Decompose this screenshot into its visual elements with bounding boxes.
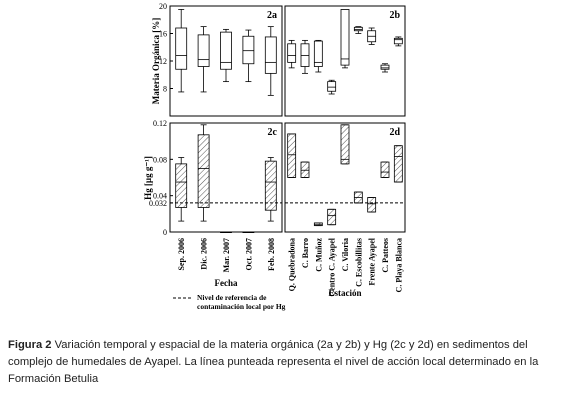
box-2a-3 xyxy=(243,36,254,64)
legend-text-line2: contaminación local por Hg xyxy=(197,302,286,311)
box-2a-4 xyxy=(265,37,276,73)
caption-text: Variación temporal y espacial de la materia orgánica (2a y 2b) y Hg (2c y 2d) en sedimentos del complejo de humedales de Ayapel. La línea punteada representa el nivel de acción local determinado en la Formación Betulia xyxy=(8,339,539,385)
x-axis-title-estacion: Estación xyxy=(328,288,362,298)
y-tick-label-2a-3: 20 xyxy=(159,2,167,11)
category-label-2c-0: Sep. 2006 xyxy=(177,238,187,271)
box-2a-1 xyxy=(198,35,209,67)
box-2d-0 xyxy=(288,134,296,178)
y-tick-label-2a-2: 16 xyxy=(159,29,167,39)
y-tick-label-2a-1: 12 xyxy=(159,57,167,66)
box-2d-7 xyxy=(381,162,389,177)
box-2d-4 xyxy=(341,125,349,164)
box-2d-2 xyxy=(314,223,322,226)
box-2a-2 xyxy=(221,32,232,69)
category-label-2d-6: Frente Ayapel xyxy=(367,238,377,286)
box-2c-1 xyxy=(198,135,209,208)
figure-caption xyxy=(8,337,556,388)
box-2b-0 xyxy=(288,44,296,63)
box-2b-4 xyxy=(341,9,349,65)
box-2c-4 xyxy=(265,161,276,210)
panel-label-2d: 2d xyxy=(389,127,400,138)
category-label-2d-1: C. Barro xyxy=(301,238,310,269)
panel-label-2a: 2a xyxy=(267,10,277,21)
box-2d-8 xyxy=(394,146,402,182)
y-axis-title-bottom: Hg [µg g⁻¹] xyxy=(143,156,153,200)
box-2b-7 xyxy=(381,65,389,69)
y-tick-label-2c-4: 0.12 xyxy=(153,119,167,128)
category-label-2d-2: C. Muñoz xyxy=(314,238,324,272)
caption-label: Figura 2 xyxy=(8,339,52,351)
category-label-2c-2: Mar. 2007 xyxy=(222,238,231,273)
category-label-2d-0: Q. Quebradona xyxy=(287,238,297,292)
category-label-2c-4: Feb. 2008 xyxy=(266,238,276,271)
box-2a-0 xyxy=(176,28,187,69)
panel-label-2b: 2b xyxy=(389,10,400,21)
category-label-2d-5: C. Escobillitas xyxy=(354,238,364,287)
category-label-2d-8: C. Playa Blanca xyxy=(394,238,404,293)
y-axis-title-top: Materia Orgánica [%] xyxy=(151,17,161,105)
y-tick-label-2c-1: 0.032 xyxy=(149,198,167,208)
y-tick-label-2c-2: 0.04 xyxy=(153,191,167,201)
y-tick-label-2c-3: 0.08 xyxy=(153,155,167,165)
legend-text-line1: Nivel de referencia de xyxy=(197,293,267,302)
box-2d-6 xyxy=(368,197,376,212)
y-tick-label-2a-0: 8 xyxy=(163,84,167,94)
box-2d-3 xyxy=(328,209,336,224)
category-label-2c-1: Dic. 2006 xyxy=(199,238,209,270)
box-2b-8 xyxy=(394,38,402,44)
box-2d-1 xyxy=(301,162,309,177)
y-tick-label-2c-0: 0 xyxy=(163,228,167,237)
x-axis-title-fecha: Fecha xyxy=(214,278,238,288)
box-2c-0 xyxy=(176,164,187,208)
category-label-2d-4: C. Viloria xyxy=(341,238,350,272)
box-2b-3 xyxy=(328,82,336,92)
category-label-2d-7: C. Patteos xyxy=(381,238,390,273)
category-label-2c-3: Oct. 2007 xyxy=(244,238,254,271)
panel-label-2c: 2c xyxy=(267,127,277,138)
category-label-2d-3: Centro C. Ayapel xyxy=(327,238,337,297)
